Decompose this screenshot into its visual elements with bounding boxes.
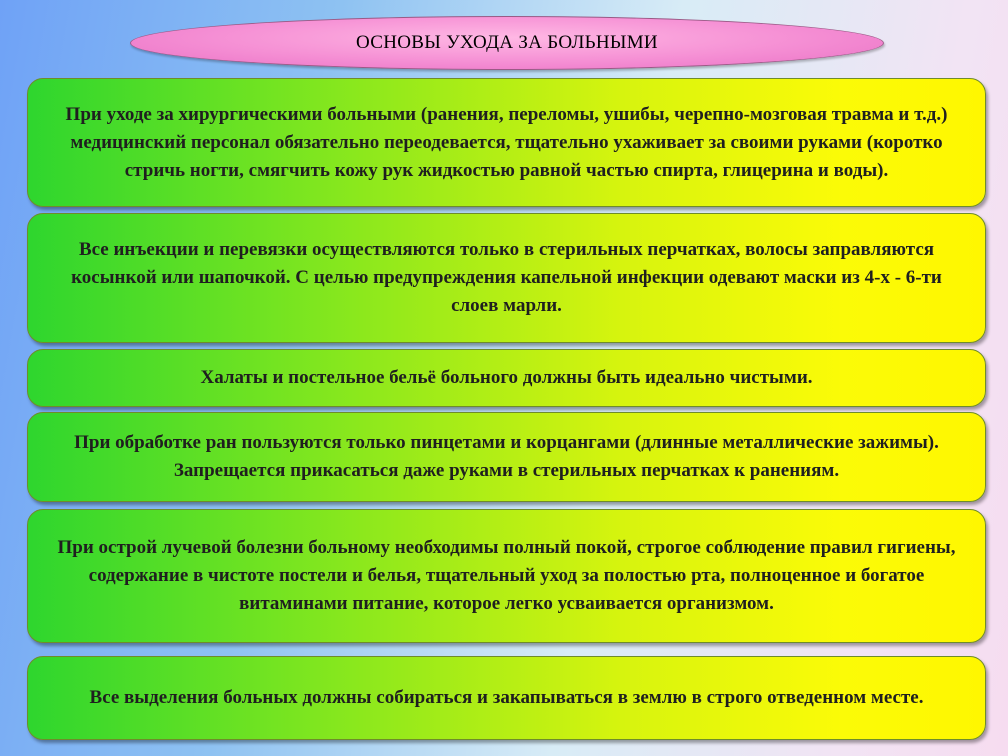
info-block-surgical-care <box>27 78 986 207</box>
info-block-text: При обработке ран пользуются только пинцетами и корцангами (длинные металлические зажимы). Запрещается прикасаться даже руками в стерильных перчатках к ранениям. <box>74 432 939 481</box>
info-block-injections <box>27 213 986 343</box>
info-block-radiation-sickness <box>27 509 986 643</box>
info-block-text: Халаты и постельное бельё больного должны быть идеально чистыми. <box>200 367 813 388</box>
info-block-excretions <box>27 656 986 740</box>
info-block-text: Все инъекции и перевязки осуществляются только в стерильных перчатках, волосы заправляются косынкой или шапочкой. С целью предупреждения капельной инфекции одевают маски из 4-х - 6-ти слоев марли. <box>71 239 942 316</box>
info-block-text: При уходе за хирургическими больными (ранения, переломы, ушибы, черепно-мозговая травма и т.д.) медицинский персонал обязательно переодевается, тщательно ухаживает за своими руками (коротко стричь ногти, смягчить кожу рук жидкостью равной частью спирта, глицерина и воды). <box>65 103 948 181</box>
title-banner <box>130 16 884 70</box>
info-block-wound-treatment <box>27 412 986 502</box>
info-block-text: Все выделения больных должны собираться и закапываться в землю в строго отведенном месте. <box>89 687 924 708</box>
info-block-text: При острой лучевой болезни больному необходимы полный покой, строгое соблюдение правил гигиены, содержание в чистоте постели и белья, тщательный уход за полостью рта, полноценное и богатое витаминами питание, которое легко усваивается организмом. <box>57 537 956 614</box>
page-title: ОСНОВЫ УХОДА ЗА БОЛЬНЫМИ <box>356 32 658 53</box>
info-block-linen <box>27 349 986 407</box>
